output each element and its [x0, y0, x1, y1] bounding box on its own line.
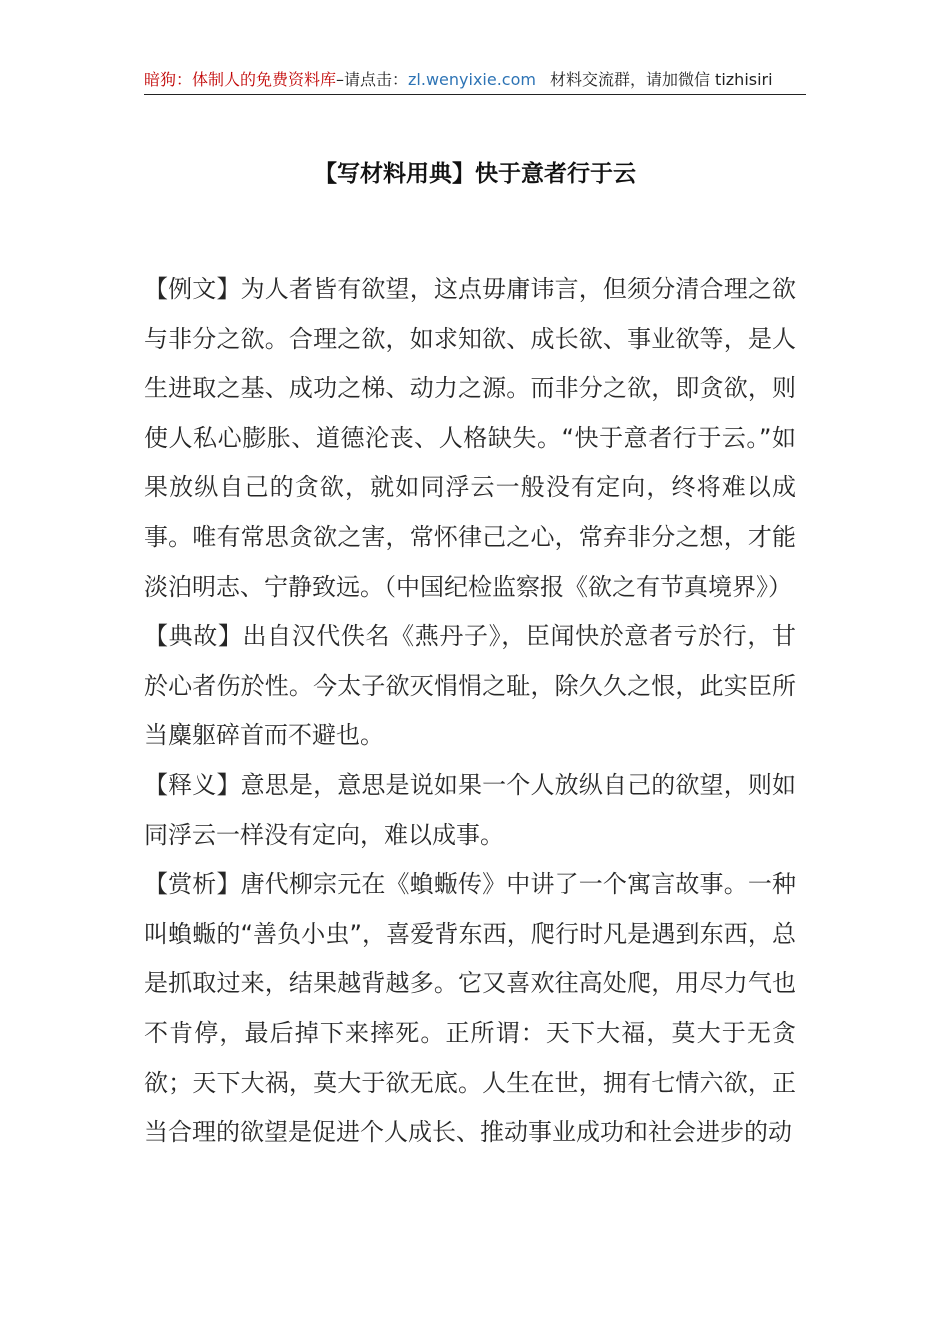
header-link[interactable]: zl.wenyixie.com [408, 70, 536, 89]
header-prompt: –请点击： [336, 70, 409, 89]
page-header [144, 68, 806, 95]
paragraph-example: 【例文】为人者皆有欲望，这点毋庸讳言，但须分清合理之欲与非分之欲。合理之欲，如求知欲、成长欲、事业欲等，是人生进取之基、成功之梯、动力之源。而非分之欲，即贪欲，则使人私心膨胀、道德沦丧、人格缺失。“快于意者行于云。”如果放纵自己的贪欲，就如同浮云一般没有定向，终将难以成事。唯有常思贪欲之害，常怀律己之心，常弃非分之想，才能淡泊明志、宁静致远。（中国纪检监察报《欲之有节真境界》） [144, 275, 796, 601]
document-body [144, 265, 796, 1158]
paragraph-meaning: 【释义】意思是，意思是说如果一个人放纵自己的欲望，则如同浮云一样没有定向，难以成事。 [144, 770, 796, 849]
paragraph-appreciation: 【赏析】唐代柳宗元在《蝜蝂传》中讲了一个寓言故事。一种叫蝜蝂的“善负小虫”，喜爱背东西，爬行时凡是遇到东西，总是抓取过来，结果越背越多。它又喜欢往高处爬，用尽力气也不肯停，最后掉下来摔死。正所谓：天下大福，莫大于无贪欲；天下大祸，莫大于欲无底。人生在世，拥有七情六欲，正当合理的欲望是促进个人成长、推动事业成功和社会进步的动 [144, 870, 796, 1147]
header-brand: 暗狗：体制人的免费资料库 [144, 70, 337, 89]
document-title: 【写材料用典】快于意者行于云 [314, 161, 636, 187]
paragraph-allusion: 【典故】出自汉代佚名《燕丹子》，臣闻快於意者亏於行，甘於心者伤於性。今太子欲灭悁悁之耻，除久久之恨，此实臣所当麋躯碎首而不避也。 [144, 622, 796, 750]
header-group-info: 材料交流群，请加微信 tizhisiri [549, 70, 773, 89]
